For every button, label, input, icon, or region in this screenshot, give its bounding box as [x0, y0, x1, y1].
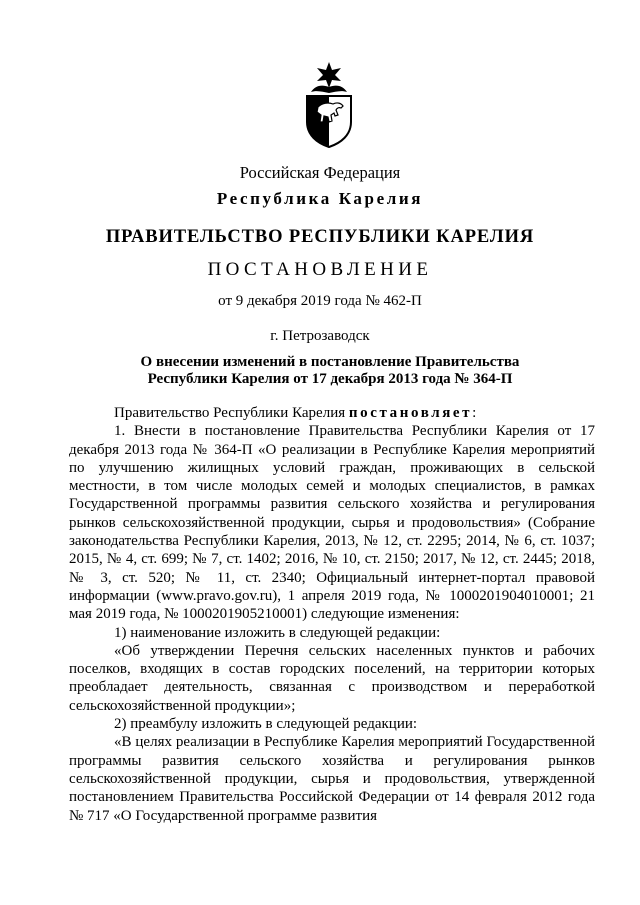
- paragraph-4: 2) преамбулу изложить в следующей редакции:: [114, 716, 418, 733]
- government-heading: ПРАВИТЕЛЬСТВО РЕСПУБЛИКИ КАРЕЛИЯ: [105, 227, 535, 247]
- intro-action: постановляет: [348, 405, 473, 421]
- intro-colon: :: [472, 405, 477, 421]
- republic-name: Республика Карелия: [216, 189, 424, 208]
- document-title: [80, 354, 580, 388]
- document-date-number: от 9 декабря 2019 года № 462-П: [218, 293, 422, 309]
- intro-paragraph: [69, 404, 595, 422]
- paragraph-1: 1. Внести в постановление Правительства Республики Карелия от 17 декабря 2013 года № 364-П «О реализации в Республике Карелия мероприятий по улучшению жилищных условий граждан, проживающих в сельской местности, в том числе молодых семей и молодых специалистов, в рамках Государственной программы развития сельского хозяйства и регулирования рынков сельскохозяйственной продукции, сырья и продовольствия» (Собрание законодательства Республики Карелия, 2013, № 12, ст. 2295; 2014, № 6, ст. 1037; 2015, № 4, ст. 699; № 7, ст. 1402; 2016, № 10, ст. 2150; 2017, № 12, ст. 2445; 2018, № 3, ст. 520; № 11, ст. 2340; Официальный интернет-портал правовой информации (www.pravo.gov.ru), 1 апреля 2019 года, № 1000201904010001; 21 мая 2019 года, № 1000201905210001) следующие изменения:: [69, 423, 595, 623]
- title-line-1: О внесении изменений в постановление Правительства: [140, 354, 520, 370]
- title-line-2: Республики Карелия от 17 декабря 2013 года № 364-П: [147, 371, 513, 387]
- paragraph-5: «В целях реализации в Республике Карелия мероприятий Государственной программы развития сельского хозяйства и регулирования рынков сельскохозяйственной продукции, сырья и продовольствия, утвержденной постановлением Правительства Российской Федерации от 14 февраля 2012 года № 717 «О Государственной программе развития: [69, 734, 595, 824]
- paragraph-2: 1) наименование изложить в следующей редакции:: [114, 624, 441, 641]
- document-type: ПОСТАНОВЛЕНИЕ: [207, 259, 433, 280]
- country-name: Российская Федерация: [239, 163, 401, 182]
- document-body: [69, 404, 595, 825]
- coat-of-arms-emblem: [301, 60, 357, 148]
- intro-text: Правительство Республики Карелия: [114, 405, 349, 421]
- paragraph-3: «Об утверждении Перечня сельских населенных пунктов и рабочих поселков, входящих в состав городских поселений, на территории которых преобладает деятельность, связанная с производством и переработкой сельскохозяйственной продукции»;: [69, 642, 595, 714]
- city-name: г. Петрозаводск: [270, 328, 370, 344]
